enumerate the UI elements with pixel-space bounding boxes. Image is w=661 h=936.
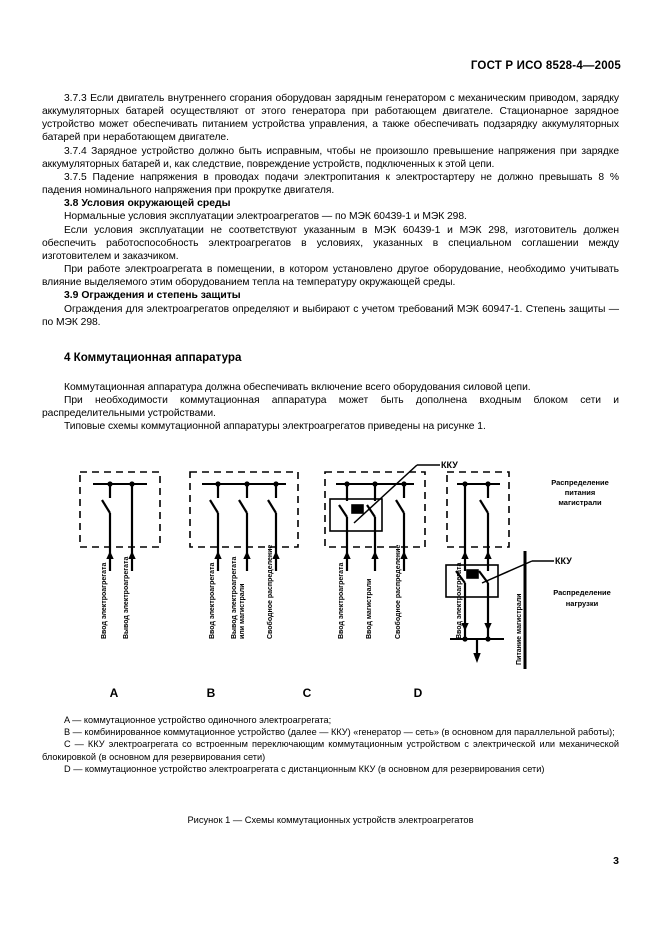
paragraph-3-8-1: Нормальные условия эксплуатации электроагрегатов — по МЭК 60439-1 и МЭК 298. [64, 211, 467, 223]
figure-1-svg [42, 443, 619, 713]
paragraph-3-8-3: При работе электроагрегата в помещении, в котором установлено другое оборудование, необходимо учитывать влияние выделяемого этим оборудованием тепла на температуру окружающей среды. [42, 264, 619, 289]
label-d-2: Питание магистрали [516, 593, 523, 665]
paragraph-3-8-2: Если условия эксплуатации не соответствуют указанным в МЭК 60439-1 и МЭК 298, изготовитель должен обеспечить работоспособность электроагрегатов в условиях, указанных в специальном соглашении между изготовителем и заказчиком. [42, 224, 619, 262]
label-d-1: Ввод электроагрегата [456, 562, 463, 639]
figure-legend [42, 714, 619, 775]
block-c-diagram [325, 465, 440, 571]
label-c-1: Ввод электроагрегата [338, 562, 345, 639]
label-distribution-load-2: нагрузки [565, 599, 599, 608]
heading-3-8: 3.8 Условия окружающей среды [64, 198, 231, 210]
figure-1 [42, 443, 619, 713]
label-b-2b: или магистрали [239, 583, 246, 639]
paragraph-3-7-3: 3.7.3 Если двигатель внутреннего сгорания оборудован зарядным генератором с механическим приводом, зарядку аккумуляторных батарей осуществляют от этого генератора при работающем двигателе. Стационарное зарядное устройство может обеспечивать питанием устройства управления, а также обеспечивать подзарядку аккумуляторных батарей при неработающем двигателе. [42, 93, 619, 144]
paragraph-4-1: Коммутационная аппаратура должна обеспечивать включение всего оборудования силовой цепи. [64, 381, 531, 393]
figure-caption: Рисунок 1 — Схемы коммутационных устройств электроагрегатов [187, 815, 474, 825]
label-c-3: Свободное распределение [395, 544, 402, 639]
page-number: 3 [613, 855, 619, 867]
label-distribution-supply-3: магистрали [558, 498, 602, 507]
label-b-2: Вывод электроагрегата [231, 556, 238, 639]
block-letter-d: D [413, 686, 423, 700]
paragraph-3-7-5: 3.7.5 Падение напряжения в проводах подачи электропитания к электростартеру не должно превышать 8 % падения номинального напряжения при прокрутке двигателя. [42, 171, 619, 197]
legend-line-c: C — ККУ электроагрегата со встроенным переключающим коммутационным устройством с электрической или механической блокировкой (в основном для резервирования сети) [42, 739, 619, 762]
document-body [42, 92, 619, 433]
label-a-2: Вывод электроагрегата [123, 556, 130, 639]
block-a-diagram [80, 472, 160, 571]
document-header: ГОСТ Р ИСО 8528-4—2005 [470, 60, 621, 72]
paragraph-4-3: Типовые схемы коммутационной аппаратуры электроагрегатов приведены на рисунке 1. [64, 421, 486, 433]
paragraph-3-7-4: 3.7.4 Зарядное устройство должно быть исправным, чтобы не произошло превышение напряжения при зарядке аккумуляторных батарей и, как следствие, повреждение устройств, подключенных к этой цепи. [42, 145, 619, 170]
label-b-3: Свободное распределение [267, 544, 274, 639]
legend-line-a: A — коммутационное устройство одиночного электроагрегата; [64, 715, 332, 725]
callout-kku-top: ККУ [441, 460, 458, 470]
heading-section-4: 4 Коммутационная аппаратура [64, 350, 242, 364]
label-a-1: Ввод электроагрегата [101, 562, 108, 639]
label-distribution-supply-2: питания [564, 488, 596, 497]
paragraph-4-2: При необходимости коммутационная аппаратура может быть дополнена входным блоком сети и распределительными устройствами. [42, 394, 619, 420]
heading-3-9: 3.9 Ограждения и степень защиты [64, 290, 241, 302]
paragraph-3-9-1: Ограждения для электроагрегатов определяют и выбирают с учетом требований МЭК 60947-1. Степень защиты — по МЭК 298. [42, 303, 619, 328]
label-distribution-supply-1: Распределение [551, 478, 609, 487]
block-b-diagram [190, 472, 298, 571]
block-letter-b: B [206, 686, 216, 700]
label-distribution-load-1: Распределение [553, 588, 611, 597]
legend-line-d: D — коммутационное устройство электроагрегата с дистанционным ККУ (в основном для резервирования сети) [64, 763, 545, 774]
block-letter-c: C [302, 686, 312, 700]
callout-kku-bottom: ККУ [555, 556, 572, 566]
label-c-2: Ввод магистрали [366, 578, 373, 639]
legend-line-b: B — комбинированное коммутационное устройство (далее — ККУ) «генератор — сеть» (в основном для параллельной работы); [64, 727, 615, 738]
block-letter-a: A [109, 686, 119, 700]
label-b-1: Ввод электроагрегата [209, 562, 216, 639]
